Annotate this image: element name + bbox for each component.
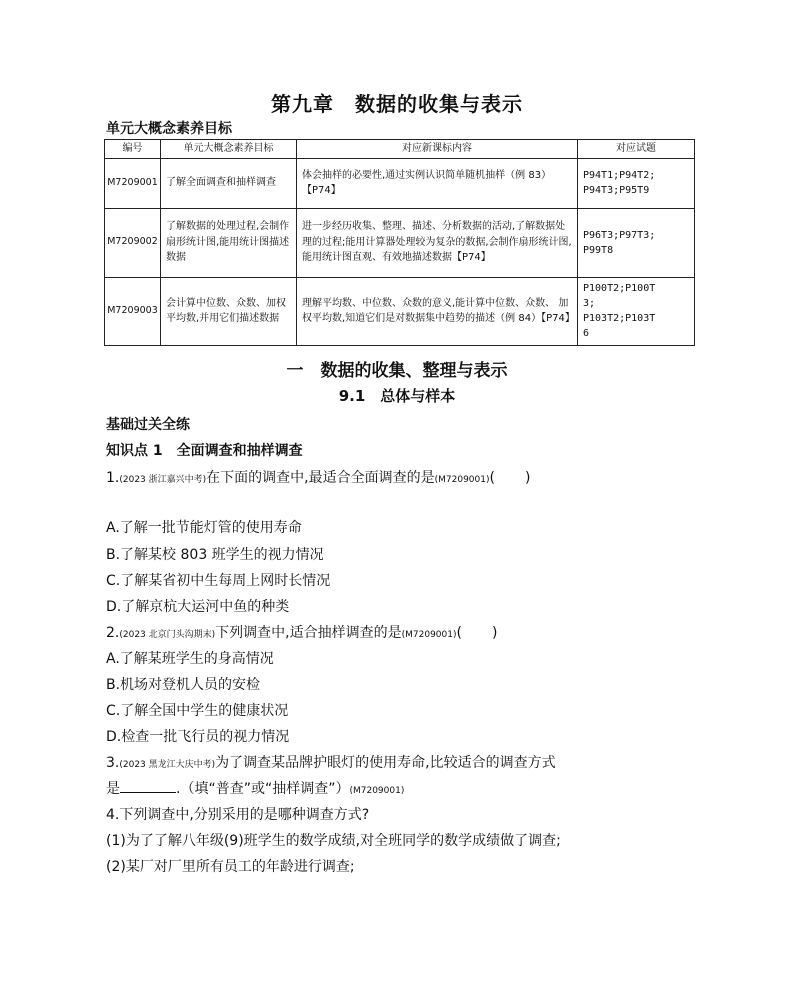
- question-source: (2023 北京门头沟期末): [119, 630, 216, 640]
- q1-option-d: D.了解京杭大运河中鱼的种类: [106, 599, 290, 615]
- q1-option-b: B.了解某校 803 班学生的视力情况: [106, 547, 324, 563]
- q2-option-c: C.了解全国中学生的健康状况: [106, 703, 289, 719]
- q2-option-d: D.检查一批飞行员的视力情况: [106, 729, 290, 745]
- curriculum-content: 体会抽样的必要性,通过实例认识简单随机抽样（例 83）【P74】: [297, 158, 578, 208]
- table-header-row: [105, 140, 695, 159]
- question-3: [106, 752, 556, 772]
- q2-option-a: A.了解某班学生的身高情况: [106, 651, 274, 667]
- question-code: (M7209001): [349, 786, 405, 796]
- question-stem: 为了调查某品牌护眼灯的使用寿命,比较适合的调查方式: [215, 755, 556, 771]
- question-source: (2023 浙江嘉兴中考): [119, 475, 207, 485]
- test-refs: P100T2;P100T 3; P103T2;P103T 6: [578, 277, 695, 345]
- fill-in-blank[interactable]: [120, 780, 176, 793]
- question-number: 3.: [106, 755, 120, 771]
- goal-text: 会计算中位数、众数、加权平均数,并用它们描述数据: [161, 277, 297, 345]
- goal-text: 了解数据的处理过程,会制作扇形统计图,能用统计图描述数据: [161, 208, 297, 277]
- q3-suffix: .（填“普查”或“抽样调查”）: [176, 781, 350, 797]
- goal-text: 了解全面调查和抽样调查: [161, 158, 297, 208]
- column-header: 对应新课标内容: [297, 140, 578, 159]
- question-source: (2023 黑龙江大庆中考): [119, 760, 216, 770]
- question-2: 2.(2023 北京门头沟期末)下列调查中,适合抽样调查的是(M7209001)( ): [106, 625, 498, 641]
- question-number: 1.: [106, 470, 120, 486]
- goal-code: M7209001: [105, 158, 161, 208]
- curriculum-content: 进一步经历收集、整理、描述、分析数据的活动,了解数据处理的过程;能用计算器处理较为复杂的数据,会制作扇形统计图,能用统计图直观、有效地描述数据【P74】: [297, 208, 578, 277]
- test-refs: P94T1;P94T2; P94T3;P95T9: [578, 158, 695, 208]
- goal-code: M7209002: [105, 208, 161, 277]
- q3-prefix: 是: [106, 781, 120, 797]
- question-4: 4.下列调查中,分别采用的是哪种调查方式?: [106, 807, 370, 823]
- table-row: [105, 208, 695, 277]
- question-code: (M7209001): [434, 475, 490, 485]
- q1-option-c: C.了解某省初中生每周上网时长情况: [106, 573, 331, 589]
- section-title: 9.1 总体与样本: [338, 387, 456, 405]
- question-number: 2.: [106, 625, 120, 641]
- test-refs: P96T3;P97T3; P99T8: [578, 208, 695, 277]
- column-header: 对应试题: [578, 140, 695, 159]
- q2-option-b: B.机场对登机人员的安检: [106, 677, 261, 693]
- q1-option-a: A.了解一批节能灯管的使用寿命: [106, 520, 302, 536]
- column-header: 单元大概念素养目标: [161, 140, 297, 159]
- practice-heading: 基础过关全练: [106, 417, 190, 433]
- q4-item-1: (1)为了了解八年级(9)班学生的数学成绩,对全班同学的数学成绩做了调查;: [106, 833, 561, 849]
- question-stem: 下列调查中,适合抽样调查的是: [215, 625, 402, 641]
- unit-goals-table: [104, 139, 695, 346]
- part-title: 一 数据的收集、整理与表示: [286, 361, 508, 381]
- unit-goals-heading: 单元大概念素养目标: [106, 121, 232, 137]
- chapter-title: 第九章 数据的收集与表示: [271, 92, 523, 116]
- table-row: [105, 158, 695, 208]
- table-row: [105, 277, 695, 345]
- question-3-line-2: [106, 778, 404, 798]
- question-stem: 在下面的调查中,最适合全面调查的是: [206, 470, 435, 486]
- curriculum-content: 理解平均数、中位数、众数的意义,能计算中位数、众数、 加权平均数,知道它们是对数据集中趋势的描述（例 84）【P74】: [297, 277, 578, 345]
- question-code: (M7209001): [401, 630, 457, 640]
- q4-item-2: (2)某厂对厂里所有员工的年龄进行调查;: [106, 859, 355, 875]
- question-1: 1.(2023 浙江嘉兴中考)在下面的调查中,最适合全面调查的是(M7209001)( ): [106, 470, 531, 486]
- goal-code: M7209003: [105, 277, 161, 345]
- knowledge-point-heading: 知识点 1 全面调查和抽样调查: [106, 443, 303, 459]
- column-header: 编号: [105, 140, 161, 159]
